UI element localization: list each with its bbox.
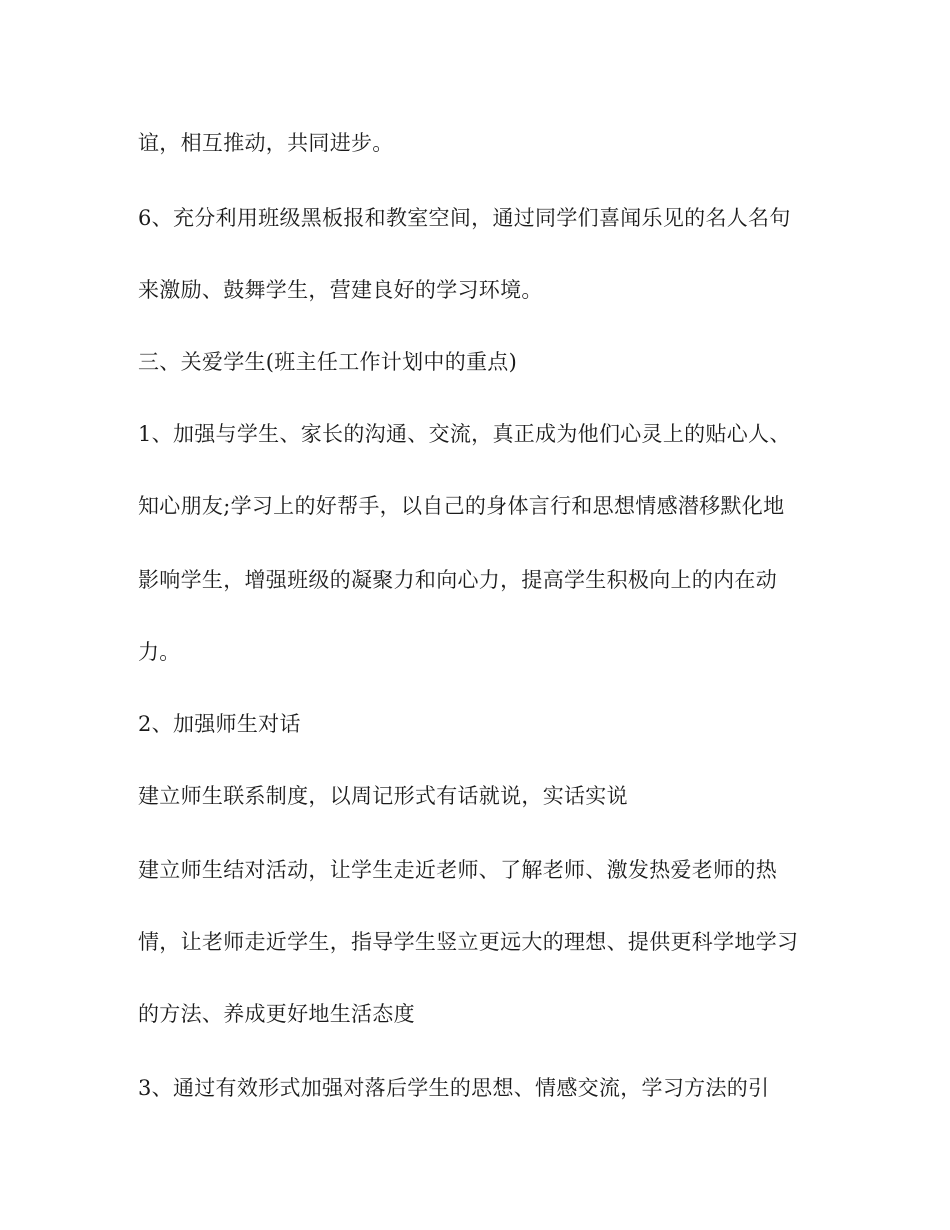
text-line: 2、加强师生对话 [138, 712, 301, 736]
text-line: 1、加强与学生、家长的沟通、交流，真正成为他们心灵上的贴心人、 [138, 422, 791, 446]
text-line: 知心朋友;学习上的好帮手，以自己的身体言行和思想情感潜移默化地 [138, 494, 785, 518]
text-line: 3、通过有效形式加强对落后学生的思想、情感交流，学习方法的引 [138, 1076, 770, 1100]
section-heading: 三、关爱学生(班主任工作计划中的重点) [138, 350, 518, 374]
text-line: 建立师生联系制度，以周记形式有话就说，实话实说 [138, 784, 628, 808]
text-line: 来激励、鼓舞学生，营建良好的学习环境。 [138, 278, 543, 302]
text-line: 谊，相互推动，共同进步。 [138, 131, 394, 155]
text-line: 建立师生结对活动，让学生走近老师、了解老师、激发热爱老师的热 [138, 858, 777, 882]
text-line: 的方法、养成更好地生活态度 [138, 1002, 415, 1026]
text-line: 力。 [138, 640, 181, 664]
text-line: 情，让老师走近学生，指导学生竖立更远大的理想、提供更科学地学习 [138, 930, 799, 954]
text-line: 影响学生，增强班级的凝聚力和向心力，提高学生积极向上的内在动 [138, 568, 777, 592]
text-line: 6、充分利用班级黑板报和教室空间，通过同学们喜闻乐见的名人名句 [138, 206, 791, 230]
